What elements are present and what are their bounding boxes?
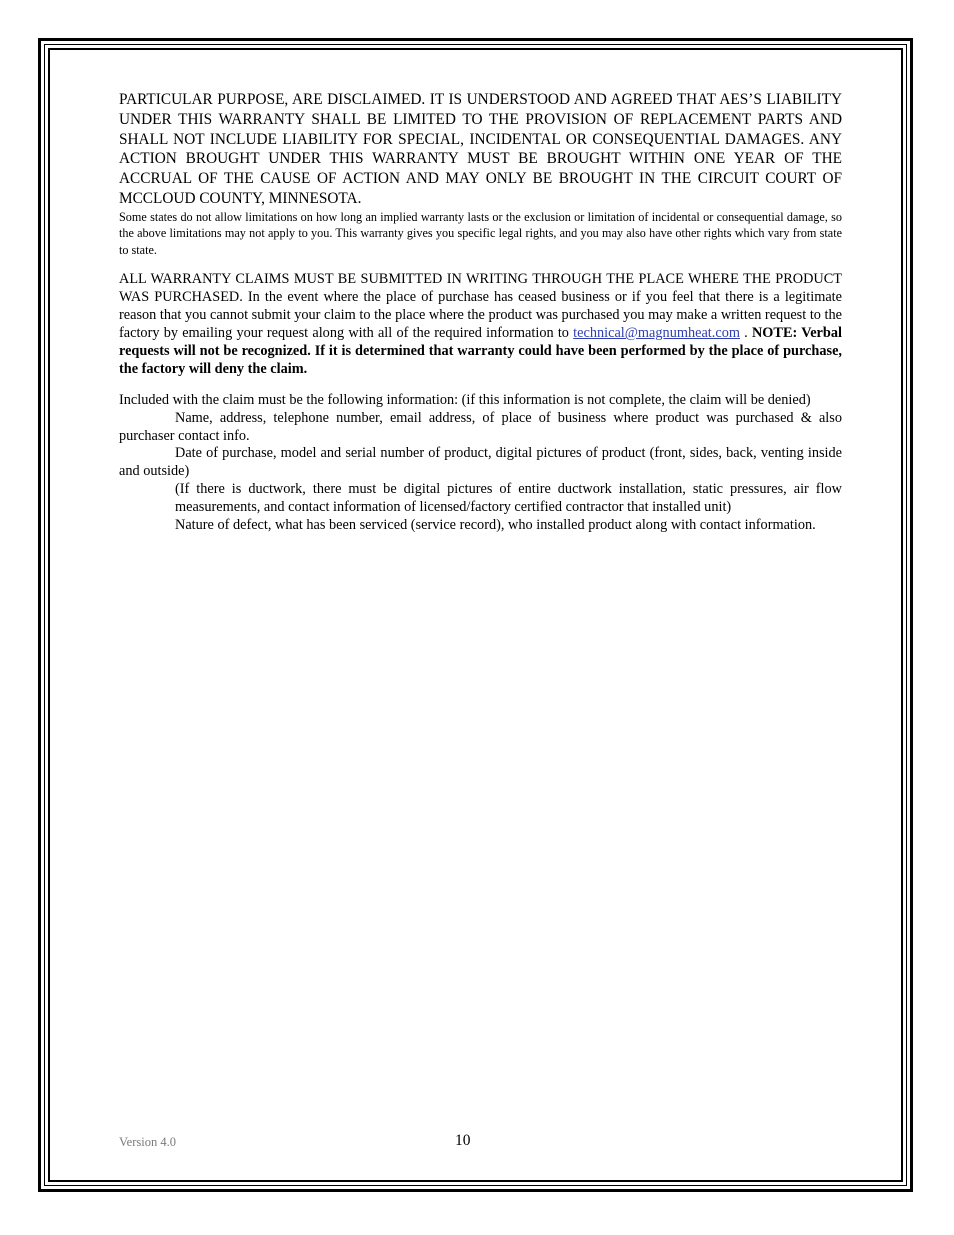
spacer — [119, 258, 842, 271]
email-trailing-text: . — [739, 325, 752, 341]
verbal-note: NOTE: Verbal requests will not be recognized. If it is determined that warranty could have been performed by the place of purchase, the factory will deny the claim. — [119, 325, 842, 377]
required-info-item: Nature of defect, what has been serviced (service record), who installed product along with contact information. — [175, 517, 816, 534]
ductwork-info-item: (If there is ductwork, there must be digital pictures of entire ductwork installation, static pressures, air flow measurements, and contact information of licensed/factory certified contractor that installed unit) — [175, 481, 842, 516]
spacer — [119, 379, 842, 392]
warranty-content — [119, 90, 842, 535]
required-info-item: Name, address, telephone number, email address, of place of business where product was purchased & also purchaser contact info. — [119, 409, 842, 444]
claims-paragraph — [119, 271, 842, 378]
version-label: Version 4.0 — [119, 1135, 176, 1149]
email-link[interactable]: technical@magnumheat.com — [573, 325, 740, 341]
disclaimer-paragraph: PARTICULAR PURPOSE, ARE DISCLAIMED. IT IS UNDERSTOOD AND AGREED THAT AES’S LIABILITY UNDER THIS WARRANTY SHALL BE LIMITED TO THE PROVISION OF REPLACEMENT PARTS AND SHALL NOT INCLUDE LIABILITY FOR SPECIAL, INCIDENTAL OR CONSEQUENTIAL DAMAGES. ANY ACTION BROUGHT UNDER THIS WARRANTY MUST BE BROUGHT WITHIN ONE YEAR OF THE ACCRUAL OF THE CAUSE OF ACTION AND MAY ONLY BE BROUGHT IN THE CIRCUIT COURT OF MCCLOUD COUNTY, MINNESOTA. — [119, 91, 842, 207]
claims-intro-text: ALL WARRANTY CLAIMS MUST BE SUBMITTED IN WRITING THROUGH THE PLACE WHERE THE PRODUCT WAS PURCHASED. In the event where the place of purchase has ceased business or if you feel that there is a legitimate reason that you cannot submit your claim to the place where the product was purchased you may make a written request to the factory by emailing your request along with all of the required information to — [119, 271, 842, 341]
included-intro: Included with the claim must be the following information: (if this information is not complete, the claim will be denied) — [119, 391, 811, 408]
required-info-item: Date of purchase, model and serial number of product, digital pictures of product (front, sides, back, venting inside and outside) — [119, 445, 842, 480]
state-rights-paragraph: Some states do not allow limitations on how long an implied warranty lasts or the exclusion or limitation of incidental or consequential damage, so the above limitations may not apply to you. This warranty gives you specific legal rights, and you may also have other rights which vary from state to state. — [119, 209, 842, 257]
page-number: 10 — [455, 1132, 471, 1149]
